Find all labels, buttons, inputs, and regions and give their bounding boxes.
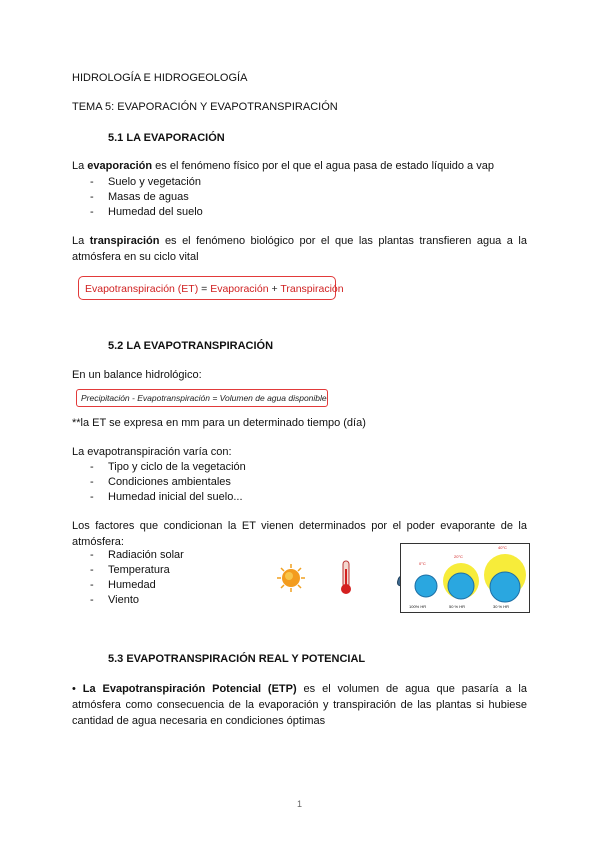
list-dash: -: [90, 191, 94, 203]
list-item: [90, 579, 156, 591]
list-item-text: Humedad: [108, 579, 156, 591]
evaporation-definition: [72, 160, 494, 172]
humidity-temperature-figure: [400, 543, 530, 613]
list-item: [90, 206, 203, 218]
term-evaporation: evaporación: [87, 160, 153, 172]
text-fragment: es el volumen de agua que pasaría a la atmósfera como consecuencia de la evaporación y transpiración de las plantas si hubiese cantidad de agua necesaria en condiciones óptimas: [72, 683, 527, 727]
water-circle: [448, 573, 474, 599]
list-item: [90, 594, 139, 606]
formula-term: Evapotranspiración (ET): [85, 283, 202, 295]
list-item-text: Humedad inicial del suelo...: [108, 491, 243, 503]
humidity-temperature-illustration: [401, 544, 529, 612]
formula-term: Evaporación: [210, 283, 272, 295]
humidity-label: 100% HR: [409, 604, 427, 609]
section-heading-5-1: 5.1 LA EVAPORACIÓN: [108, 132, 225, 144]
humidity-label: 50 % HR: [449, 604, 466, 609]
section-heading-5-2: 5.2 LA EVAPOTRANSPIRACIÓN: [108, 340, 274, 352]
list-item-text: Tipo y ciclo de la vegetación: [108, 461, 246, 473]
list-item: [90, 191, 189, 203]
text-fragment: es el fenómeno biológico por el que las plantas transfieren agua a la atmósfera en su ciclo vital: [72, 235, 527, 263]
et-units-note: **la ET se expresa en mm para un determinado tiempo (día): [72, 417, 366, 429]
document-subject: HIDROLOGÍA E HIDROGEOLOGÍA: [72, 72, 248, 84]
water-circle: [490, 572, 520, 602]
text-fragment: La: [72, 235, 90, 247]
thermometer-icon: [338, 559, 354, 595]
list-dash: -: [90, 206, 94, 218]
list-dash: -: [90, 461, 94, 473]
temperature-label: 0°C: [419, 561, 426, 566]
et-factors-intro: Los factores que condicionan la ET vienen determinados por el poder evaporante de la atmósfera:: [72, 520, 527, 548]
text-fragment: La: [72, 160, 88, 172]
list-dash: -: [90, 564, 94, 576]
transpiration-definition: [72, 233, 527, 265]
list-item-text: Humedad del suelo: [108, 206, 203, 218]
list-dash: -: [90, 176, 94, 188]
sun-icon: [276, 563, 306, 593]
list-dash: -: [90, 549, 94, 561]
list-item-text: Condiciones ambientales: [108, 476, 231, 488]
humidity-label: 30 % HR: [493, 604, 510, 609]
list-item-text: Masas de aguas: [108, 191, 189, 203]
etp-definition: [72, 681, 527, 729]
list-item-text: Temperatura: [108, 564, 170, 576]
list-dash: -: [90, 491, 94, 503]
text-fragment: es el fenómeno físico por el que el agua pasa de estado líquido a vap: [152, 160, 494, 172]
et-varies-intro: La evapotranspiración varía con:: [72, 446, 232, 458]
list-item: [90, 549, 184, 561]
section-heading-5-3: 5.3 EVAPOTRANSPIRACIÓN REAL Y POTENCIAL: [108, 653, 366, 665]
term-transpiration: transpiración: [89, 235, 160, 247]
document-topic: TEMA 5: EVAPORACIÓN Y EVAPOTRANSPIRACIÓN: [72, 101, 338, 113]
list-dash: -: [90, 476, 94, 488]
formula-operator: =: [201, 283, 211, 295]
list-dash: -: [90, 579, 94, 591]
balance-formula-box: Precipitación - Evapotranspiración = Volumen de agua disponible: [76, 389, 328, 407]
list-item: [90, 176, 201, 188]
formula-operator: +: [271, 283, 281, 295]
list-item: [90, 564, 170, 576]
balance-intro: En un balance hidrológico:: [72, 369, 202, 381]
page-number: 1: [297, 799, 303, 809]
list-dash: -: [90, 594, 94, 606]
list-item-text: Radiación solar: [108, 549, 184, 561]
list-item: [90, 491, 243, 503]
list-item: [90, 461, 246, 473]
formula-term: Transpiración: [280, 283, 344, 295]
water-circle: [415, 575, 437, 597]
temperature-label: 40°C: [498, 545, 507, 550]
bullet: •: [72, 683, 76, 695]
term-etp: La Evapotranspiración Potencial (ETP): [82, 683, 297, 695]
list-item-text: Viento: [108, 594, 139, 606]
list-item-text: Suelo y vegetación: [108, 176, 201, 188]
temperature-label: 20°C: [454, 554, 463, 559]
et-formula-box: [78, 276, 344, 300]
list-item: [90, 476, 231, 488]
